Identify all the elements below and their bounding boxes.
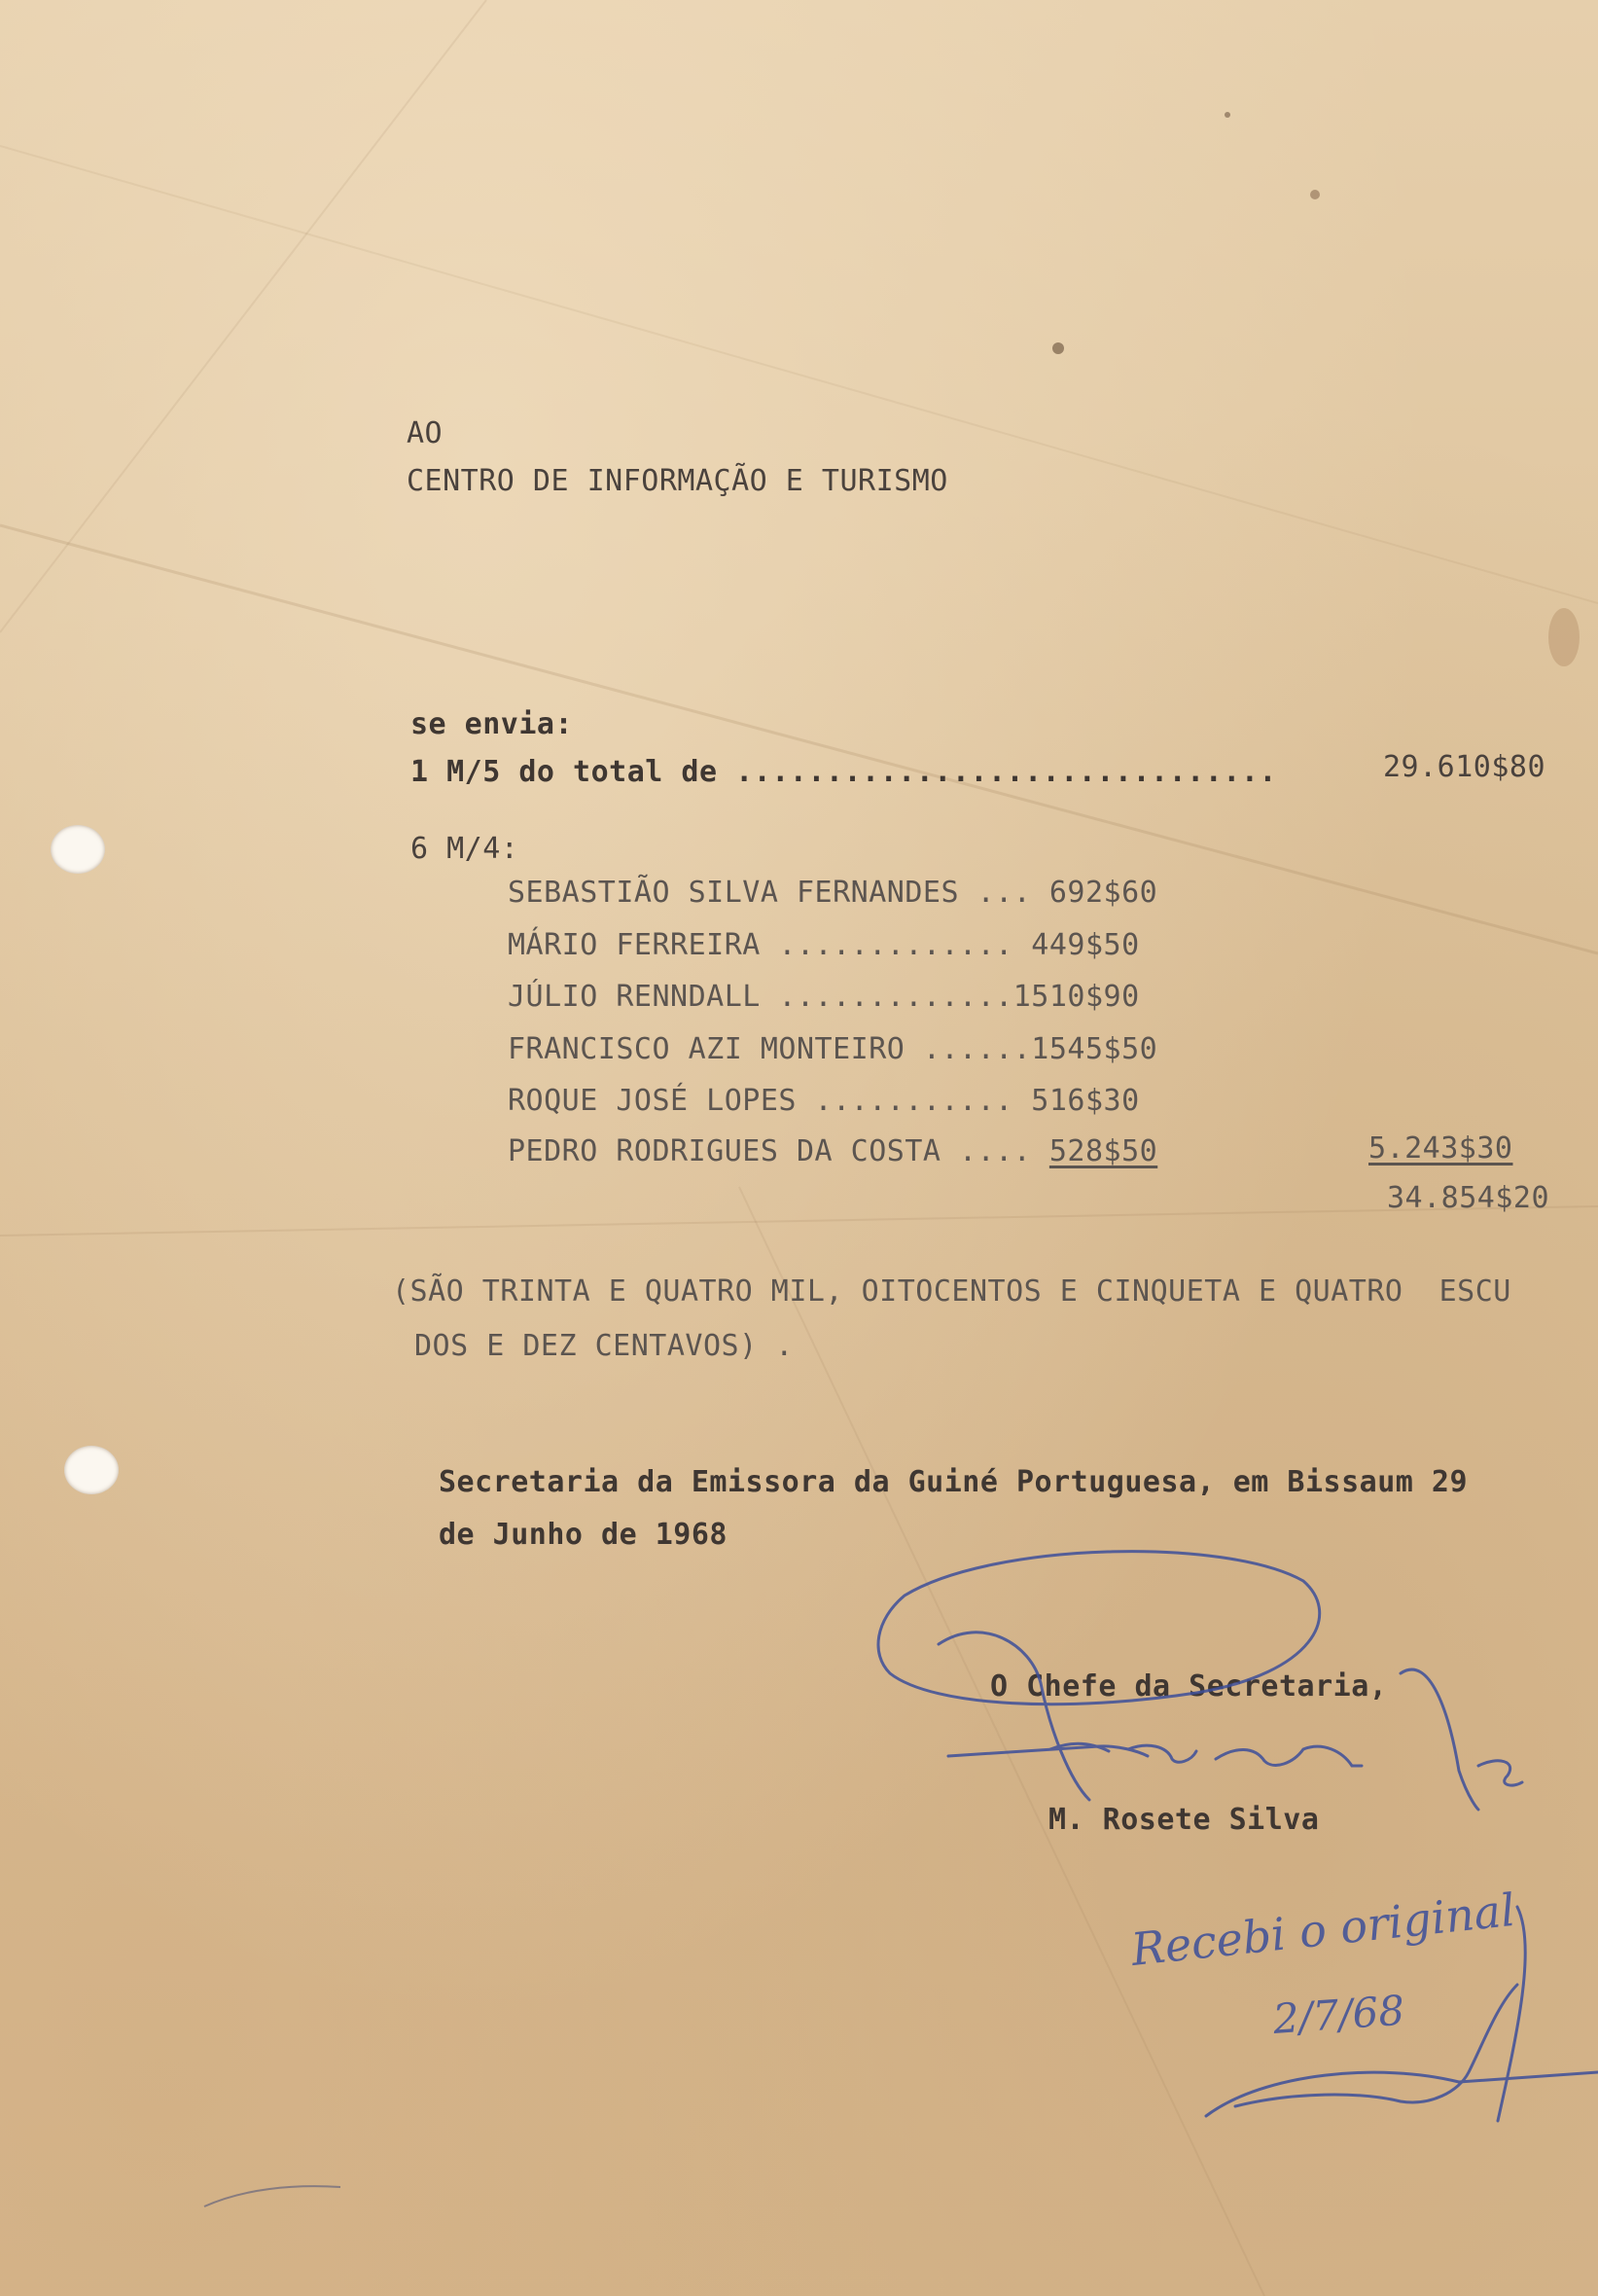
signature-name: M. Rosete Silva — [1048, 1803, 1320, 1837]
sub-header: 6 M/4: — [410, 832, 519, 866]
place-date-line-1: Secretaria da Emissora da Guiné Portuguesa, em Bissaum 29 — [439, 1465, 1469, 1499]
entry-line: JÚLIO RENNDALL .............1510$90 — [508, 980, 1140, 1014]
entry-line: SEBASTIÃO SILVA FERNANDES ... 692$60 — [508, 876, 1158, 910]
grand-total-amount: 34.854$20 — [1387, 1181, 1550, 1215]
entry-line: ROQUE JOSÉ LOPES ........... 516$30 — [508, 1084, 1140, 1118]
entry-line: MÁRIO FERREIRA ............. 449$50 — [508, 928, 1140, 962]
subtotal-amount: 5.243$30 — [1368, 1131, 1513, 1166]
recipient-line-2: CENTRO DE INFORMAÇÃO E TURISMO — [407, 464, 948, 498]
entry-name: PEDRO RODRIGUES DA COSTA .... — [508, 1134, 1049, 1168]
place-date-line-2: de Junho de 1968 — [439, 1518, 728, 1552]
recipient-line-1: AO — [407, 416, 444, 450]
entry-amount: 528$50 — [1048, 1134, 1158, 1168]
receipt-note-line-2: 2/7/68 — [1271, 1986, 1406, 2043]
entry-line: FRANCISCO AZI MONTEIRO ......1545$50 — [508, 1032, 1158, 1066]
amount-in-words-line-1: (SÃO TRINTA E QUATRO MIL, OITOCENTOS E CINQUETA E QUATRO ESCU — [392, 1274, 1511, 1309]
signature-title: O Chefe da Secretaria, — [990, 1669, 1388, 1704]
first-item-label: 1 M/5 do total de .............................. — [410, 755, 1277, 789]
receipt-note-line-1: Recebi o original — [1128, 1883, 1518, 1976]
intro-text: se envia: — [410, 707, 574, 741]
first-item-amount: 29.610$80 — [1383, 750, 1546, 784]
amount-in-words-line-2: DOS E DEZ CENTAVOS) . — [414, 1329, 794, 1363]
